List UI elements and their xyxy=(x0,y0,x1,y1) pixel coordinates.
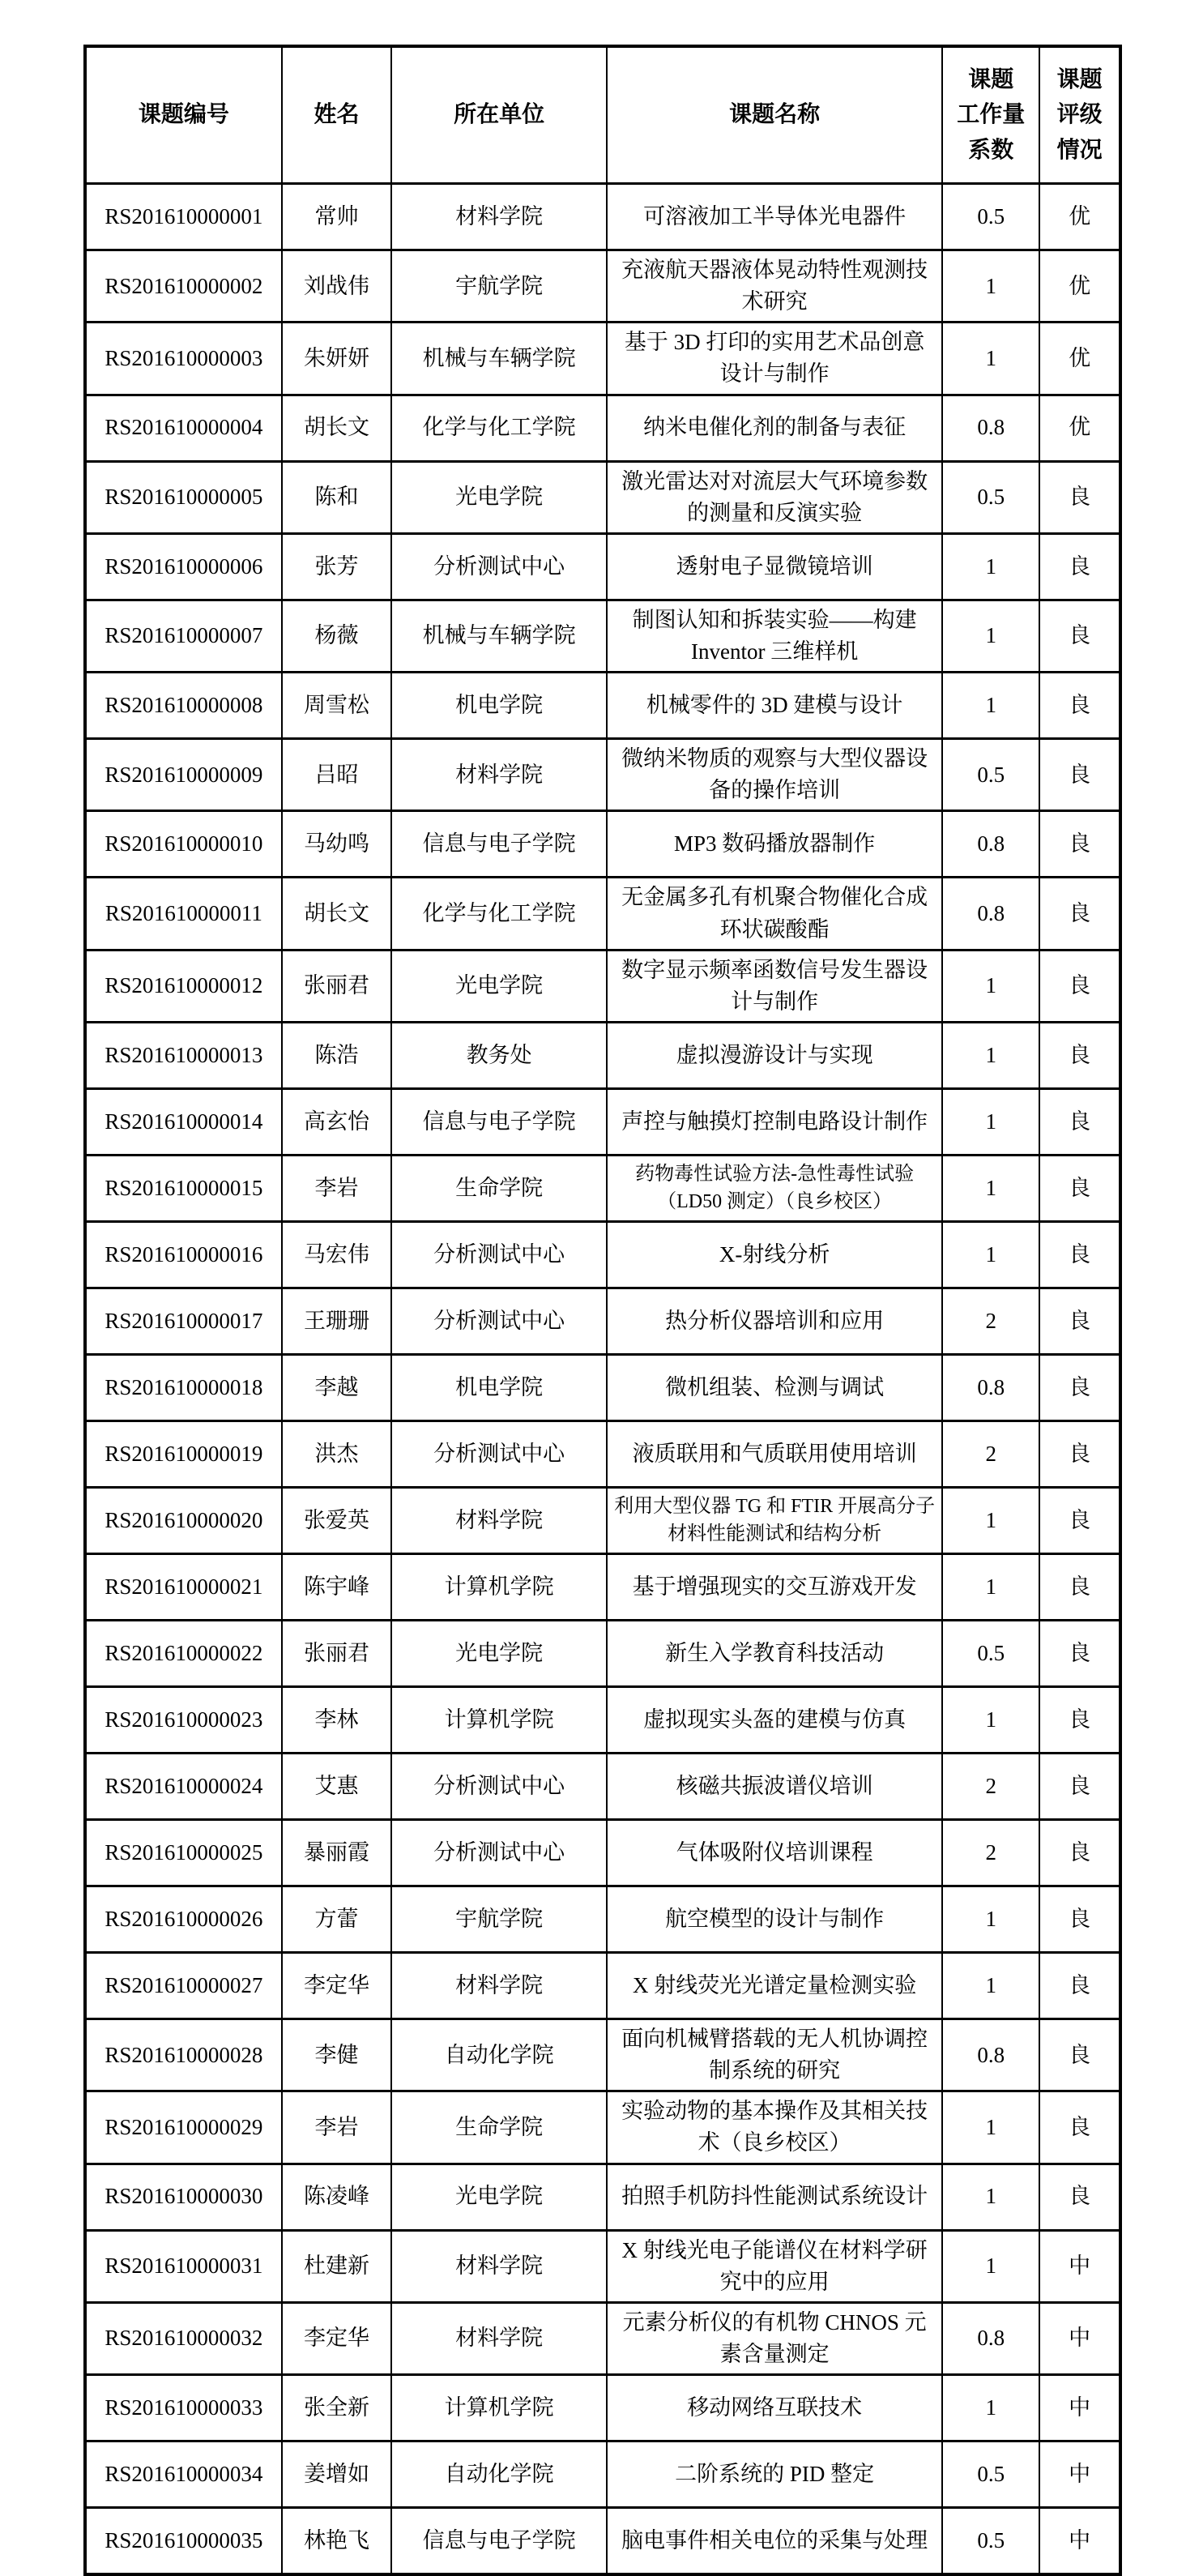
cell-workload: 1 xyxy=(942,1952,1039,2019)
cell-workload: 2 xyxy=(942,1420,1039,1487)
cell-id: RS201610000028 xyxy=(85,2019,282,2091)
cell-id: RS201610000026 xyxy=(85,1886,282,1952)
cell-rating: 良 xyxy=(1039,1155,1120,1221)
cell-rating: 优 xyxy=(1039,184,1120,250)
cell-id: RS201610000001 xyxy=(85,184,282,250)
cell-id: RS201610000027 xyxy=(85,1952,282,2019)
cell-name: 王珊珊 xyxy=(282,1288,391,1354)
cell-title: 拍照手机防抖性能测试系统设计 xyxy=(607,2164,942,2230)
cell-rating: 良 xyxy=(1039,1886,1120,1952)
cell-unit: 材料学院 xyxy=(391,739,607,811)
cell-workload: 2 xyxy=(942,1819,1039,1886)
cell-rating: 良 xyxy=(1039,1420,1120,1487)
cell-unit: 生命学院 xyxy=(391,1155,607,1221)
cell-title: 面向机械臂搭载的无人机协调控制系统的研究 xyxy=(607,2019,942,2091)
cell-unit: 宇航学院 xyxy=(391,1886,607,1952)
cell-title: 制图认知和拆装实验——构建 Inventor 三维样机 xyxy=(607,600,942,672)
table-row xyxy=(85,1221,1120,1288)
cell-rating: 良 xyxy=(1039,1354,1120,1420)
cell-title: 基于增强现实的交互游戏开发 xyxy=(607,1553,942,1620)
cell-id: RS201610000024 xyxy=(85,1753,282,1819)
cell-id: RS201610000008 xyxy=(85,673,282,739)
table-row xyxy=(85,1819,1120,1886)
cell-id: RS201610000030 xyxy=(85,2164,282,2230)
table-row xyxy=(85,2441,1120,2508)
cell-workload: 1 xyxy=(942,2230,1039,2302)
cell-unit: 计算机学院 xyxy=(391,1553,607,1620)
cell-workload: 1 xyxy=(942,2375,1039,2441)
cell-id: RS201610000023 xyxy=(85,1686,282,1753)
cell-unit: 分析测试中心 xyxy=(391,1288,607,1354)
cell-workload: 2 xyxy=(942,1288,1039,1354)
cell-title: 利用大型仪器 TG 和 FTIR 开展高分子材料性能测试和结构分析 xyxy=(607,1487,942,1553)
cell-rating: 良 xyxy=(1039,1221,1120,1288)
cell-title: 微纳米物质的观察与大型仪器设备的操作培训 xyxy=(607,739,942,811)
cell-rating: 良 xyxy=(1039,950,1120,1022)
cell-title: 数字显示频率函数信号发生器设计与制作 xyxy=(607,950,942,1022)
cell-rating: 良 xyxy=(1039,1952,1120,2019)
table-row xyxy=(85,1487,1120,1553)
cell-name: 杨薇 xyxy=(282,600,391,672)
table-row xyxy=(85,2230,1120,2302)
cell-rating: 良 xyxy=(1039,1620,1120,1686)
cell-id: RS201610000013 xyxy=(85,1022,282,1088)
cell-workload: 0.8 xyxy=(942,811,1039,878)
cell-rating: 中 xyxy=(1039,2441,1120,2508)
cell-unit: 材料学院 xyxy=(391,2230,607,2302)
cell-unit: 光电学院 xyxy=(391,950,607,1022)
cell-unit: 光电学院 xyxy=(391,461,607,533)
table-row xyxy=(85,184,1120,250)
cell-title: 元素分析仪的有机物 CHNOS 元素含量测定 xyxy=(607,2302,942,2374)
cell-title: 航空模型的设计与制作 xyxy=(607,1886,942,1952)
cell-workload: 1 xyxy=(942,323,1039,395)
cell-title: X 射线荧光光谱定量检测实验 xyxy=(607,1952,942,2019)
cell-name: 陈宇峰 xyxy=(282,1553,391,1620)
cell-workload: 1 xyxy=(942,950,1039,1022)
cell-unit: 材料学院 xyxy=(391,1952,607,2019)
cell-name: 张芳 xyxy=(282,533,391,600)
column-header-workload: 课题 工作量 系数 xyxy=(942,46,1039,184)
cell-unit: 机电学院 xyxy=(391,1354,607,1420)
table-row xyxy=(85,811,1120,878)
cell-name: 李定华 xyxy=(282,1952,391,2019)
cell-id: RS201610000035 xyxy=(85,2508,282,2575)
cell-title: 热分析仪器培训和应用 xyxy=(607,1288,942,1354)
cell-title: 基于 3D 打印的实用艺术品创意设计与制作 xyxy=(607,323,942,395)
cell-name: 马宏伟 xyxy=(282,1221,391,1288)
cell-name: 吕昭 xyxy=(282,739,391,811)
table-row xyxy=(85,878,1120,950)
cell-title: 声控与触摸灯控制电路设计制作 xyxy=(607,1088,942,1155)
cell-title: X-射线分析 xyxy=(607,1221,942,1288)
table-row xyxy=(85,1354,1120,1420)
cell-rating: 良 xyxy=(1039,1553,1120,1620)
cell-workload: 0.5 xyxy=(942,739,1039,811)
cell-unit: 机电学院 xyxy=(391,673,607,739)
cell-unit: 计算机学院 xyxy=(391,1686,607,1753)
cell-title: X 射线光电子能谱仪在材料学研究中的应用 xyxy=(607,2230,942,2302)
cell-id: RS201610000025 xyxy=(85,1819,282,1886)
column-header-unit: 所在单位 xyxy=(391,46,607,184)
cell-workload: 0.8 xyxy=(942,878,1039,950)
cell-unit: 材料学院 xyxy=(391,1487,607,1553)
cell-id: RS201610000032 xyxy=(85,2302,282,2374)
cell-id: RS201610000019 xyxy=(85,1420,282,1487)
cell-title: 可溶液加工半导体光电器件 xyxy=(607,184,942,250)
table-row xyxy=(85,323,1120,395)
cell-unit: 生命学院 xyxy=(391,2091,607,2164)
cell-unit: 化学与化工学院 xyxy=(391,395,607,461)
cell-id: RS201610000002 xyxy=(85,250,282,323)
cell-title: 脑电事件相关电位的采集与处理 xyxy=(607,2508,942,2575)
cell-workload: 1 xyxy=(942,1686,1039,1753)
cell-title: 实验动物的基本操作及其相关技术（良乡校区） xyxy=(607,2091,942,2164)
cell-id: RS201610000010 xyxy=(85,811,282,878)
table-row xyxy=(85,2375,1120,2441)
cell-rating: 良 xyxy=(1039,1686,1120,1753)
cell-title: 充液航天器液体晃动特性观测技术研究 xyxy=(607,250,942,323)
cell-unit: 信息与电子学院 xyxy=(391,1088,607,1155)
table-row xyxy=(85,1686,1120,1753)
cell-workload: 1 xyxy=(942,600,1039,672)
table-row xyxy=(85,950,1120,1022)
cell-title: 纳米电催化剂的制备与表征 xyxy=(607,395,942,461)
project-rating-table xyxy=(83,45,1122,2576)
cell-unit: 分析测试中心 xyxy=(391,1221,607,1288)
table-row xyxy=(85,1155,1120,1221)
cell-name: 暴丽霞 xyxy=(282,1819,391,1886)
column-header-id: 课题编号 xyxy=(85,46,282,184)
cell-title: 移动网络互联技术 xyxy=(607,2375,942,2441)
cell-name: 李定华 xyxy=(282,2302,391,2374)
cell-id: RS201610000015 xyxy=(85,1155,282,1221)
cell-workload: 1 xyxy=(942,673,1039,739)
cell-rating: 中 xyxy=(1039,2508,1120,2575)
table-row xyxy=(85,1952,1120,2019)
cell-name: 胡长文 xyxy=(282,878,391,950)
cell-rating: 良 xyxy=(1039,1022,1120,1088)
cell-unit: 机械与车辆学院 xyxy=(391,600,607,672)
cell-rating: 良 xyxy=(1039,1753,1120,1819)
cell-title: 透射电子显微镜培训 xyxy=(607,533,942,600)
cell-rating: 优 xyxy=(1039,250,1120,323)
table-row xyxy=(85,1620,1120,1686)
cell-unit: 材料学院 xyxy=(391,184,607,250)
cell-rating: 良 xyxy=(1039,2164,1120,2230)
cell-rating: 良 xyxy=(1039,878,1120,950)
cell-workload: 1 xyxy=(942,2091,1039,2164)
cell-workload: 1 xyxy=(942,533,1039,600)
cell-unit: 光电学院 xyxy=(391,1620,607,1686)
cell-name: 方蕾 xyxy=(282,1886,391,1952)
header-row xyxy=(85,46,1120,184)
cell-rating: 良 xyxy=(1039,600,1120,672)
cell-workload: 0.8 xyxy=(942,2302,1039,2374)
cell-title: 激光雷达对对流层大气环境参数的测量和反演实验 xyxy=(607,461,942,533)
cell-name: 林艳飞 xyxy=(282,2508,391,2575)
cell-name: 李林 xyxy=(282,1686,391,1753)
table-row xyxy=(85,533,1120,600)
cell-workload: 1 xyxy=(942,1487,1039,1553)
cell-unit: 分析测试中心 xyxy=(391,533,607,600)
cell-workload: 1 xyxy=(942,1553,1039,1620)
cell-workload: 0.5 xyxy=(942,1620,1039,1686)
cell-id: RS201610000007 xyxy=(85,600,282,672)
cell-name: 常帅 xyxy=(282,184,391,250)
cell-title: 二阶系统的 PID 整定 xyxy=(607,2441,942,2508)
cell-id: RS201610000011 xyxy=(85,878,282,950)
cell-rating: 良 xyxy=(1039,739,1120,811)
table-row xyxy=(85,2508,1120,2575)
cell-id: RS201610000004 xyxy=(85,395,282,461)
cell-title: 虚拟漫游设计与实现 xyxy=(607,1022,942,1088)
cell-id: RS201610000020 xyxy=(85,1487,282,1553)
cell-id: RS201610000021 xyxy=(85,1553,282,1620)
cell-title: 核磁共振波谱仪培训 xyxy=(607,1753,942,1819)
cell-id: RS201610000031 xyxy=(85,2230,282,2302)
cell-name: 洪杰 xyxy=(282,1420,391,1487)
cell-name: 马幼鸣 xyxy=(282,811,391,878)
cell-name: 刘战伟 xyxy=(282,250,391,323)
cell-name: 胡长文 xyxy=(282,395,391,461)
cell-name: 姜增如 xyxy=(282,2441,391,2508)
cell-workload: 1 xyxy=(942,1886,1039,1952)
cell-unit: 分析测试中心 xyxy=(391,1420,607,1487)
cell-unit: 信息与电子学院 xyxy=(391,2508,607,2575)
cell-id: RS201610000018 xyxy=(85,1354,282,1420)
cell-title: 微机组装、检测与调试 xyxy=(607,1354,942,1420)
cell-unit: 教务处 xyxy=(391,1022,607,1088)
cell-name: 张爱英 xyxy=(282,1487,391,1553)
cell-name: 张丽君 xyxy=(282,950,391,1022)
cell-unit: 分析测试中心 xyxy=(391,1753,607,1819)
table-row xyxy=(85,395,1120,461)
cell-rating: 良 xyxy=(1039,1288,1120,1354)
cell-workload: 0.5 xyxy=(942,461,1039,533)
cell-rating: 良 xyxy=(1039,1088,1120,1155)
table-row xyxy=(85,1288,1120,1354)
cell-rating: 良 xyxy=(1039,673,1120,739)
table-row xyxy=(85,461,1120,533)
cell-name: 周雪松 xyxy=(282,673,391,739)
table-row xyxy=(85,1420,1120,1487)
column-header-rating: 课题 评级 情况 xyxy=(1039,46,1120,184)
cell-rating: 良 xyxy=(1039,1487,1120,1553)
table-row xyxy=(85,739,1120,811)
cell-title: 药物毒性试验方法-急性毒性试验（LD50 测定）（良乡校区） xyxy=(607,1155,942,1221)
cell-workload: 1 xyxy=(942,1022,1039,1088)
cell-name: 陈浩 xyxy=(282,1022,391,1088)
table-row xyxy=(85,250,1120,323)
cell-name: 高玄怡 xyxy=(282,1088,391,1155)
cell-id: RS201610000005 xyxy=(85,461,282,533)
cell-unit: 宇航学院 xyxy=(391,250,607,323)
cell-title: MP3 数码播放器制作 xyxy=(607,811,942,878)
cell-name: 李岩 xyxy=(282,2091,391,2164)
cell-workload: 1 xyxy=(942,1155,1039,1221)
cell-rating: 良 xyxy=(1039,1819,1120,1886)
cell-workload: 0.8 xyxy=(942,2019,1039,2091)
cell-name: 陈凌峰 xyxy=(282,2164,391,2230)
cell-id: RS201610000029 xyxy=(85,2091,282,2164)
cell-rating: 优 xyxy=(1039,323,1120,395)
cell-unit: 光电学院 xyxy=(391,2164,607,2230)
cell-rating: 良 xyxy=(1039,811,1120,878)
cell-name: 艾惠 xyxy=(282,1753,391,1819)
cell-unit: 自动化学院 xyxy=(391,2441,607,2508)
cell-id: RS201610000022 xyxy=(85,1620,282,1686)
cell-workload: 0.8 xyxy=(942,1354,1039,1420)
cell-name: 李越 xyxy=(282,1354,391,1420)
cell-name: 杜建新 xyxy=(282,2230,391,2302)
table-row xyxy=(85,1022,1120,1088)
cell-rating: 良 xyxy=(1039,533,1120,600)
cell-title: 机械零件的 3D 建模与设计 xyxy=(607,673,942,739)
cell-unit: 信息与电子学院 xyxy=(391,811,607,878)
cell-id: RS201610000016 xyxy=(85,1221,282,1288)
cell-rating: 中 xyxy=(1039,2375,1120,2441)
table-row xyxy=(85,1753,1120,1819)
cell-name: 朱妍妍 xyxy=(282,323,391,395)
cell-workload: 0.5 xyxy=(942,2508,1039,2575)
cell-workload: 0.8 xyxy=(942,395,1039,461)
cell-id: RS201610000033 xyxy=(85,2375,282,2441)
cell-title: 气体吸附仪培训课程 xyxy=(607,1819,942,1886)
cell-id: RS201610000017 xyxy=(85,1288,282,1354)
cell-workload: 1 xyxy=(942,2164,1039,2230)
column-header-title: 课题名称 xyxy=(607,46,942,184)
table-body xyxy=(85,184,1120,2575)
table-row xyxy=(85,2091,1120,2164)
cell-name: 陈和 xyxy=(282,461,391,533)
table-header xyxy=(85,46,1120,184)
table-row xyxy=(85,1553,1120,1620)
cell-workload: 1 xyxy=(942,1088,1039,1155)
cell-rating: 优 xyxy=(1039,395,1120,461)
cell-id: RS201610000034 xyxy=(85,2441,282,2508)
cell-rating: 良 xyxy=(1039,461,1120,533)
cell-id: RS201610000014 xyxy=(85,1088,282,1155)
cell-rating: 良 xyxy=(1039,2019,1120,2091)
cell-id: RS201610000012 xyxy=(85,950,282,1022)
cell-rating: 良 xyxy=(1039,2091,1120,2164)
cell-workload: 2 xyxy=(942,1753,1039,1819)
cell-title: 新生入学教育科技活动 xyxy=(607,1620,942,1686)
cell-id: RS201610000006 xyxy=(85,533,282,600)
cell-title: 无金属多孔有机聚合物催化合成环状碳酸酯 xyxy=(607,878,942,950)
cell-unit: 分析测试中心 xyxy=(391,1819,607,1886)
cell-workload: 0.5 xyxy=(942,2441,1039,2508)
cell-name: 张全新 xyxy=(282,2375,391,2441)
cell-title: 虚拟现实头盔的建模与仿真 xyxy=(607,1686,942,1753)
table-row xyxy=(85,673,1120,739)
cell-workload: 1 xyxy=(942,250,1039,323)
cell-unit: 化学与化工学院 xyxy=(391,878,607,950)
column-header-name: 姓名 xyxy=(282,46,391,184)
cell-name: 张丽君 xyxy=(282,1620,391,1686)
cell-id: RS201610000009 xyxy=(85,739,282,811)
table-row xyxy=(85,1886,1120,1952)
table-row xyxy=(85,2164,1120,2230)
cell-unit: 自动化学院 xyxy=(391,2019,607,2091)
table-row xyxy=(85,600,1120,672)
cell-rating: 中 xyxy=(1039,2230,1120,2302)
cell-unit: 材料学院 xyxy=(391,2302,607,2374)
cell-unit: 计算机学院 xyxy=(391,2375,607,2441)
cell-workload: 1 xyxy=(942,1221,1039,1288)
cell-workload: 0.5 xyxy=(942,184,1039,250)
table-row xyxy=(85,2019,1120,2091)
cell-name: 李岩 xyxy=(282,1155,391,1221)
cell-id: RS201610000003 xyxy=(85,323,282,395)
table-row xyxy=(85,1088,1120,1155)
cell-name: 李健 xyxy=(282,2019,391,2091)
cell-rating: 中 xyxy=(1039,2302,1120,2374)
table-row xyxy=(85,2302,1120,2374)
cell-title: 液质联用和气质联用使用培训 xyxy=(607,1420,942,1487)
cell-unit: 机械与车辆学院 xyxy=(391,323,607,395)
